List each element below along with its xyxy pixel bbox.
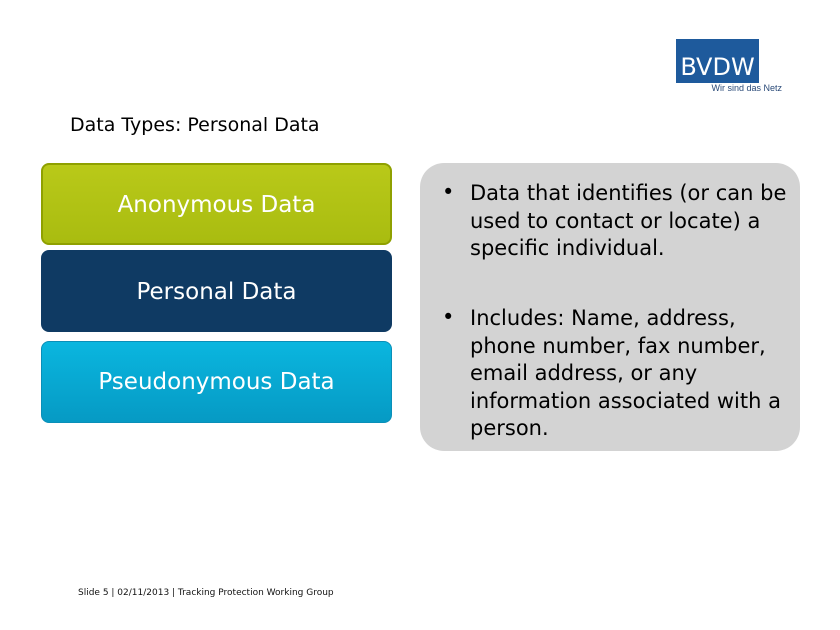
slide-title: Data Types: Personal Data — [70, 114, 320, 136]
bullet-text: Data that identifies (or can be used to contact or locate) a specific individual. — [470, 181, 787, 260]
logo-wordmark: BVDW — [676, 39, 759, 83]
anonymous-data-label: Anonymous Data — [117, 192, 316, 218]
slide-footer: Slide 5 | 02/11/2013 | Tracking Protection Working Group — [78, 588, 334, 598]
pseudonymous-data-label: Pseudonymous Data — [98, 369, 335, 395]
bullet-text: Includes: Name, address, phone number, fax number, email address, or any information associated with a person. — [470, 306, 781, 440]
bullet-icon: • — [442, 305, 455, 329]
anonymous-data-box — [41, 163, 392, 245]
bullet-item — [442, 305, 790, 443]
personal-data-label: Personal Data — [136, 279, 297, 305]
personal-data-box — [41, 250, 392, 332]
pseudonymous-data-box — [41, 341, 392, 423]
logo-tagline: Wir sind das Netz — [711, 83, 782, 93]
bvdw-logo — [676, 39, 782, 95]
bullet-item — [442, 180, 790, 263]
bullet-icon: • — [442, 180, 455, 204]
